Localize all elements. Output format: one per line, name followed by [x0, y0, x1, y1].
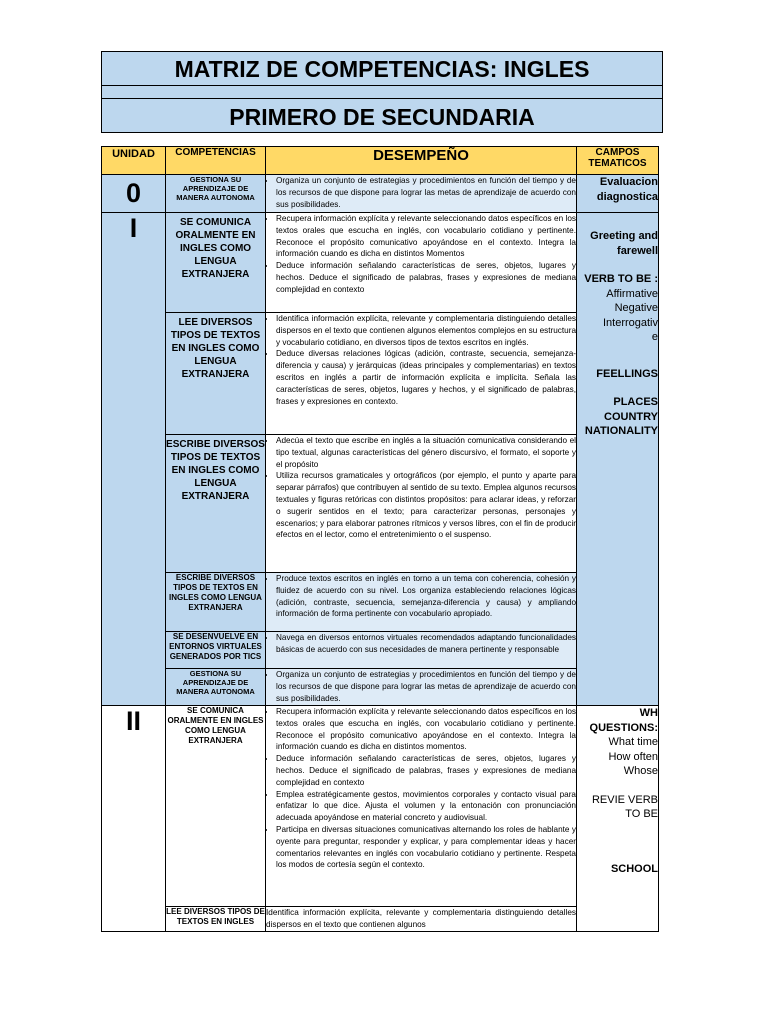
performance-cell	[266, 669, 577, 706]
performance-item: • Emplea estratégicamente gestos, movimientos corporales y contacto visual para enfatizar lo que dice. Ajusta el volumen y la entonación con pronunciación adecuada apoyándose en material concreto y audiovisual.	[276, 789, 576, 824]
unit-number: 0	[102, 175, 166, 213]
competency-label: SE COMUNICA ORALMENTE EN INGLES COMO LENGUA EXTRANJERA	[166, 213, 266, 313]
campo-whose: Whose	[623, 765, 658, 777]
col-header-unidad: UNIDAD	[102, 147, 166, 175]
performance-item: • Deduce información señalando características de seres, objetos, lugares y hechos. Deduce el significado de palabras, frases y expresiones de mediana complejidad en contexto	[276, 260, 576, 295]
performance-item: • Identifica información explícita, relevante y complementaria distinguiendo detalles dispersos en el texto que contienen algunos elementos complejos en su estructura y vocabulario cotidiano, en diversos tipos de textos escritos en inglés.	[276, 313, 576, 348]
competency-label: LEE DIVERSOS TIPOS DE TEXTOS EN INGLES COMO LENGUA EXTRANJERA	[166, 313, 266, 435]
unit-2-row	[102, 706, 659, 907]
performance-cell	[266, 175, 577, 213]
performance-item: • Deduce diversas relaciones lógicas (adición, contraste, secuencia, semejanza-diferencia y causa) y jerárquicas (ideas principales y complementarias) en textos escritos en inglés a partir de información explícita e implícita. Señala las características de seres, objetos, lugares y hechos, y el significado de palabras, frases y expresiones en contexto.	[276, 348, 576, 407]
competency-label: SE DESENVUELVE EN ENTORNOS VIRTUALES GENERADOS POR TICS	[166, 632, 266, 669]
competency-label: GESTIONA SU APRENDIZAJE DE MANERA AUTONOMA	[166, 175, 266, 213]
col-header-competencias: COMPETENCIAS	[166, 147, 266, 175]
campo-greeting: Greeting and farewell	[590, 230, 658, 257]
performance-item: • Deduce información señalando características de seres, objetos, lugares y hechos. Deduce el significado de palabras, frases y expresiones de mediana complejidad en contexto	[276, 753, 576, 788]
campos-cell	[577, 213, 659, 706]
performance-item: • Produce textos escritos en inglés en torno a un tema con coherencia, cohesión y fluidez de acuerdo con su nivel. Los organiza estableciendo relaciones lógicas (adición, contraste, secuencia, semejanza-diferencia y causa) y ampliando información de forma pertinente con vocabulario apropiado.	[276, 573, 576, 620]
unit-0-row	[102, 175, 659, 213]
unit-number: I	[102, 213, 166, 706]
performance-item: • Organiza un conjunto de estrategias y procedimientos en función del tiempo y de los recursos de que dispone para lograr las metas de aprendizaje de acuerdo con sus posibilidades.	[276, 669, 576, 704]
campo-what-time: What time	[608, 736, 658, 748]
performance-item: • Adecúa el texto que escribe en inglés a la situación comunicativa considerando el tipo textual, algunas características del género discursivo, el formato, el soporte y el propósito	[276, 435, 576, 470]
performance-item: • Recupera información explícita y relevante seleccionando datos específicos en los textos orales que escucha en inglés, con vocabulario cotidiano y pertinente. Reconoce el propósito comunicativo apoyándose en el contexto. Integra la información cuando es dicha en distintos Momentos	[276, 213, 576, 260]
unit-1-row	[102, 435, 659, 573]
campo-nationality: NATIONALITY	[584, 425, 658, 437]
competency-label: ESCRIBE DIVERSOS TIPOS DE TEXTOS EN INGLES COMO LENGUA EXTRANJERA	[166, 573, 266, 632]
performance-cell	[266, 435, 577, 573]
campos-cell: Evaluacion diagnostica	[577, 175, 659, 213]
campo-feellings: FEELLINGS	[596, 367, 658, 380]
competency-matrix	[101, 146, 659, 932]
performance-cell	[266, 213, 577, 313]
col-header-campos: CAMPOS TEMATICOS	[577, 147, 659, 175]
campo-interrogative-end: e	[651, 331, 658, 343]
performance-cell	[266, 313, 577, 435]
competency-label: GESTIONA SU APRENDIZAJE DE MANERA AUTONOMA	[166, 669, 266, 706]
campo-how-often: How often	[608, 750, 658, 763]
campo-wh-questions: WH QUESTIONS:	[589, 707, 658, 734]
performance-item: • Organiza un conjunto de estrategias y procedimientos en función del tiempo y de los recursos de que dispone para lograr las metas de aprendizaje de acuerdo con sus posibilidades.	[276, 175, 576, 210]
campo-revie-verb: REVIE VERB TO BE	[591, 793, 658, 820]
header-row	[102, 147, 659, 175]
unit-1-row	[102, 213, 659, 313]
competency-label: ESCRIBE DIVERSOS TIPOS DE TEXTOS EN INGLES COMO LENGUA EXTRANJERA	[166, 435, 266, 573]
performance-item: • Participa en diversas situaciones comunicativas alternando los roles de hablante y oyente para preguntar, responder y explicar, y para complementar ideas y hacer comentarios relevantes en inglés con vocabulario cotidiano y pertinente. Respeta los modos de cortesía según el contexto.	[276, 824, 576, 871]
campo-affirmative: Affirmative	[606, 287, 658, 300]
performance-item: Identifica información explícita, relevante y complementaria distinguiendo detalles dispersos en el texto que contienen algunos	[266, 908, 576, 929]
unit-2-row	[102, 907, 659, 932]
competency-label: LEE DIVERSOS TIPOS DE TEXTOS EN INGLES	[166, 907, 266, 932]
performance-item: • Utiliza recursos gramaticales y ortográficos (por ejemplo, el punto y aparte para separar párrafos) que contribuyen al sentido de su texto. Emplea algunos recursos textuales y figuras retóricas con distintos propósitos: para aclarar ideas, y reforzar o sugerir sentidos en el texto; para caracterizar personas, personajes y escenarios; y para elaborar patrones rítmicos y versos libres, con el fin de producir efectos en el lector, como el entretenimiento o el suspenso.	[276, 470, 576, 541]
unit-number: II	[102, 706, 166, 932]
campo-places: PLACES	[613, 396, 658, 408]
page-title: MATRIZ DE COMPETENCIAS: INGLES	[101, 51, 663, 86]
unit-1-row	[102, 573, 659, 632]
title-spacer	[101, 86, 663, 98]
page-subtitle: PRIMERO DE SECUNDARIA	[101, 98, 663, 133]
performance-item: • Recupera información explícita y relevante seleccionando datos específicos en los textos orales que escucha en inglés, con vocabulario cotidiano y pertinente. Reconoce el propósito comunicativo apoyándose en el contexto. Integra la información cuando es dicha en distintos momentos.	[276, 706, 576, 753]
performance-item: • Navega en diversos entornos virtuales recomendados adaptando funcionalidades básicas de acuerdo con sus necesidades de manera pertinente y responsable	[276, 632, 576, 656]
campos-cell	[577, 706, 659, 932]
campo-country: COUNTRY	[604, 410, 658, 423]
performance-cell	[266, 573, 577, 632]
unit-1-row	[102, 632, 659, 669]
campo-negative: Negative	[614, 302, 658, 314]
campo-verb-to-be: VERB TO BE :	[584, 273, 658, 285]
performance-cell	[266, 706, 577, 907]
performance-cell	[266, 907, 577, 932]
campo-school: SCHOOL	[610, 862, 658, 875]
unit-1-row	[102, 669, 659, 706]
competency-label: SE COMUNICA ORALMENTE EN INGLES COMO LENGUA EXTRANJERA	[166, 706, 266, 907]
performance-cell	[266, 632, 577, 669]
col-header-desempeno: DESEMPEÑO	[266, 147, 577, 175]
campo-interrogative: Interrogativ	[602, 316, 658, 329]
unit-1-row	[102, 313, 659, 435]
